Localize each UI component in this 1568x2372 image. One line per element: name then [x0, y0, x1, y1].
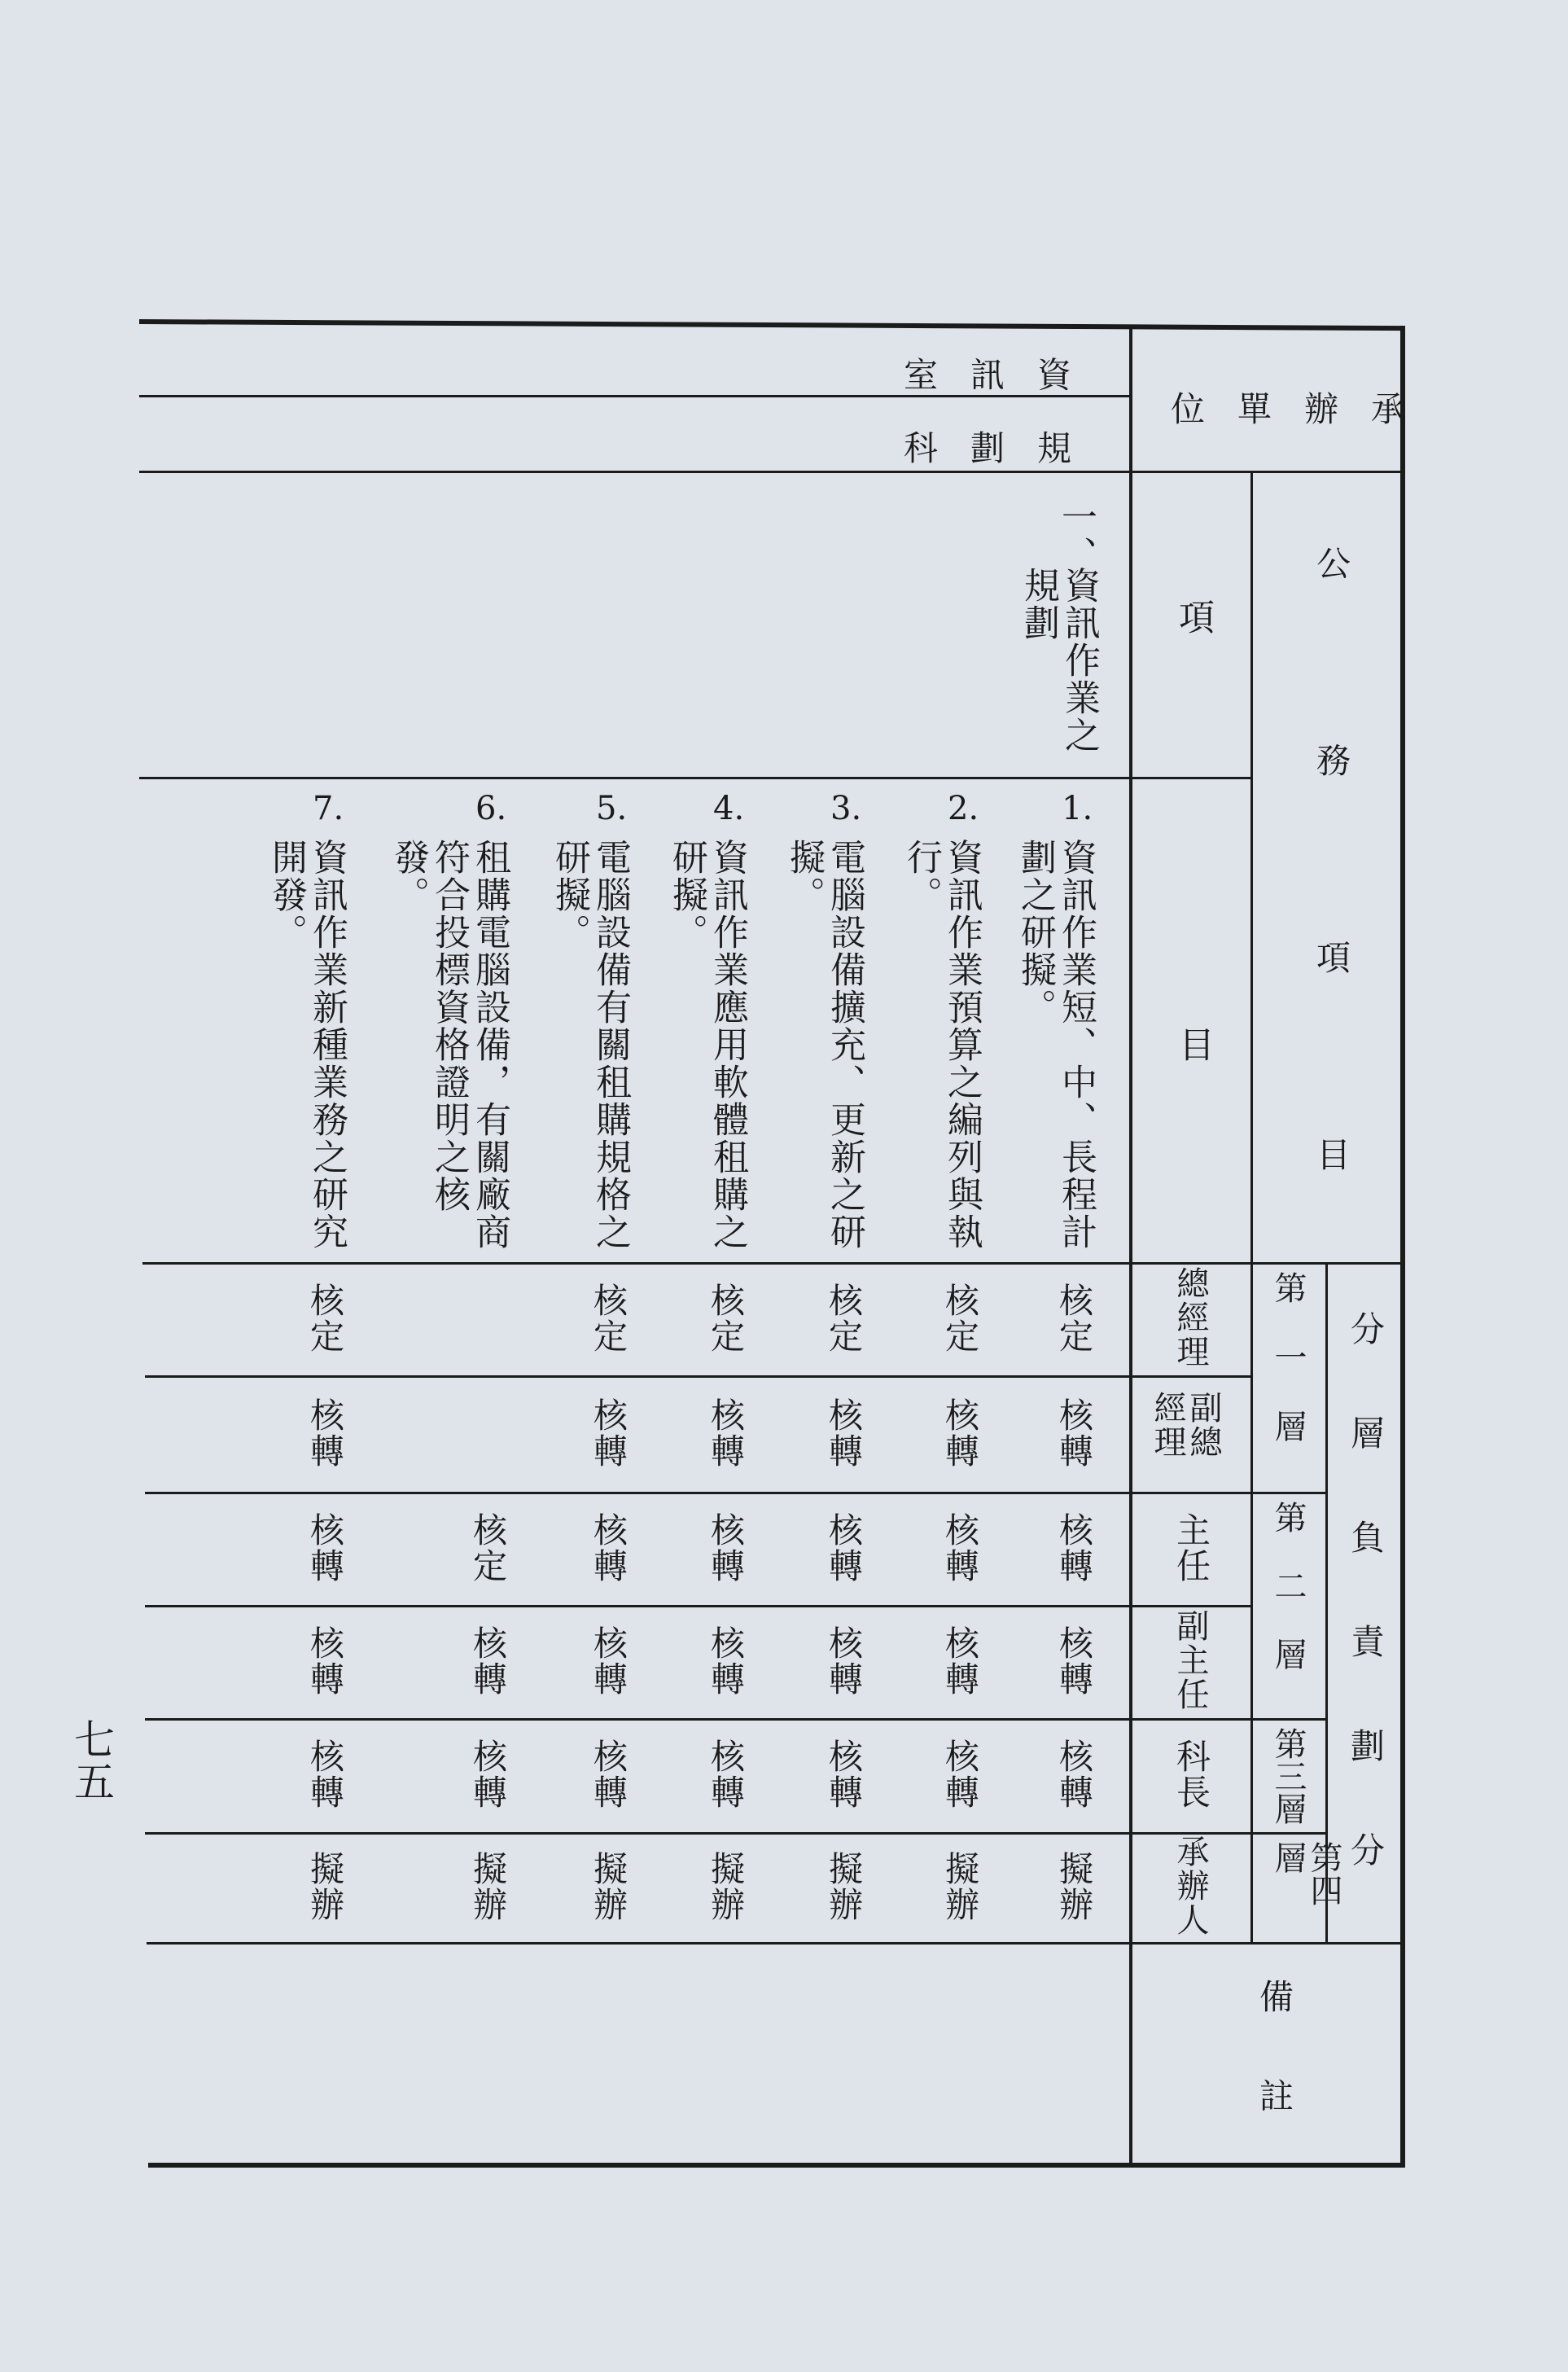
grid-cell-1-6: 核轉: [305, 1396, 345, 1469]
item-label: 項: [1172, 598, 1214, 636]
grid-cell-3-6: 核轉: [305, 1624, 345, 1697]
page-number: 七五: [68, 1718, 115, 1803]
unit-label: 承辦單位: [1171, 389, 1439, 429]
item-number: 5.: [596, 790, 628, 827]
level-label: 第二層: [1269, 1501, 1307, 1706]
item-text: 資訊作業預算之編列與執行。: [900, 839, 983, 1251]
role-line: [145, 1605, 1252, 1607]
grid-cell-4-2: 核轉: [824, 1738, 864, 1810]
grid-cell-4-1: 核轉: [940, 1738, 980, 1810]
role-label: 總經理: [1172, 1265, 1209, 1369]
remarks-line: [147, 1942, 1403, 1945]
item-number: 2.: [948, 790, 979, 827]
grid-cell-1-4: 核轉: [589, 1396, 629, 1469]
grid-cell-5-4: 擬辦: [589, 1850, 629, 1923]
item-text: 資訊作業短、中、長程計劃之研擬。: [1014, 839, 1097, 1251]
subheader-divider: [1250, 472, 1253, 1264]
role-label: 副總經理: [1149, 1391, 1222, 1459]
grid-cell-4-6: 核轉: [305, 1738, 345, 1810]
item-heading-text: 資訊作業之規劃: [1018, 567, 1100, 754]
grid-cell-3-0: 核轉: [1054, 1624, 1094, 1697]
item-number: 6.: [475, 790, 507, 827]
grid-cell-2-6: 核轉: [305, 1511, 345, 1584]
level-label: 第一層: [1269, 1271, 1307, 1479]
item-text: 電腦設備有關租購規格之研擬。: [549, 839, 631, 1251]
item-number: 1.: [1062, 790, 1093, 827]
grid-cell-2-0: 核轉: [1054, 1511, 1094, 1584]
role-line: [145, 1375, 1252, 1378]
item-number: 3.: [830, 790, 862, 827]
grid-cell-2-4: 核轉: [589, 1511, 629, 1584]
level-label: 第三層: [1269, 1727, 1307, 1825]
table-top-border: [139, 319, 1405, 331]
grid-cell-2-3: 核轉: [706, 1511, 746, 1584]
grid-cell-4-3: 核轉: [706, 1738, 746, 1810]
role-line: [145, 1492, 1327, 1494]
role-line: [145, 1718, 1327, 1721]
item-text: 資訊作業新種業務之研究開發。: [265, 839, 348, 1251]
grid-cell-3-4: 核轉: [589, 1624, 629, 1697]
grid-cell-5-3: 擬辦: [706, 1850, 746, 1923]
level-divider: [1250, 1263, 1253, 1943]
grid-cell-3-3: 核轉: [706, 1624, 746, 1697]
responsibility-division-label: 分層負責劃分: [1346, 1311, 1386, 1936]
grid-cell-0-1: 核定: [940, 1282, 980, 1354]
grid-cell-1-2: 核轉: [824, 1396, 864, 1469]
item-row-line: [139, 777, 1252, 779]
item-heading-prefix: 一、: [1055, 498, 1097, 573]
dept-name: 資訊室: [904, 355, 1105, 395]
remarks-label: 備註: [1255, 1979, 1294, 2177]
grid-cell-4-0: 核轉: [1054, 1738, 1094, 1810]
grid-cell-5-6: 擬辦: [305, 1850, 345, 1923]
grid-cell-5-0: 擬辦: [1054, 1850, 1094, 1923]
grid-cell-0-4: 核定: [589, 1282, 629, 1354]
section-name: 規劃科: [904, 428, 1105, 468]
grid-cell-2-2: 核轉: [824, 1511, 864, 1584]
role-label: 承辦人: [1172, 1834, 1209, 1937]
item-number: 7.: [313, 790, 344, 827]
items-bottom-line: [142, 1262, 1403, 1265]
grid-cell-1-1: 核轉: [940, 1396, 980, 1469]
grid-cell-2-1: 核轉: [940, 1511, 980, 1584]
level-label: 第四層: [1269, 1841, 1342, 1906]
public-affairs-items-label: 公務項目: [1312, 546, 1351, 1334]
grid-cell-3-5: 核轉: [468, 1624, 508, 1697]
grid-cell-0-6: 核定: [305, 1282, 345, 1354]
grid-cell-5-1: 擬辦: [940, 1850, 980, 1923]
table-right-border: [1400, 326, 1405, 2168]
role-label: 主任: [1172, 1511, 1211, 1584]
section-row-line: [139, 471, 1403, 473]
grid-cell-2-5: 核定: [468, 1511, 508, 1584]
grid-cell-1-0: 核轉: [1054, 1396, 1094, 1469]
item-text: 資訊作業應用軟體租購之研擬。: [666, 839, 748, 1251]
role-label: 副主任: [1172, 1608, 1209, 1712]
subitem-label: 目: [1172, 1026, 1214, 1063]
item-text: 電腦設備擴充、更新之研擬。: [783, 839, 865, 1251]
grid-cell-3-1: 核轉: [940, 1624, 980, 1697]
role-label: 科長: [1172, 1738, 1211, 1810]
grid-cell-5-5: 擬辦: [468, 1850, 508, 1923]
grid-cell-0-0: 核定: [1054, 1282, 1094, 1354]
grid-cell-4-4: 核轉: [589, 1738, 629, 1810]
item-number: 4.: [713, 790, 745, 827]
header-column-divider: [1129, 326, 1132, 2168]
grid-cell-0-3: 核定: [706, 1282, 746, 1354]
grid-cell-3-2: 核轉: [824, 1624, 864, 1697]
item-text: 租購電腦設備，有關廠商符合投標資格證明之核發。: [388, 839, 510, 1251]
role-line: [145, 1832, 1327, 1835]
table-bottom-border: [148, 2163, 1405, 2168]
grid-cell-0-2: 核定: [824, 1282, 864, 1354]
grid-cell-1-3: 核轉: [706, 1396, 746, 1469]
grid-cell-5-2: 擬辦: [824, 1850, 864, 1923]
grid-cell-4-5: 核轉: [468, 1738, 508, 1810]
